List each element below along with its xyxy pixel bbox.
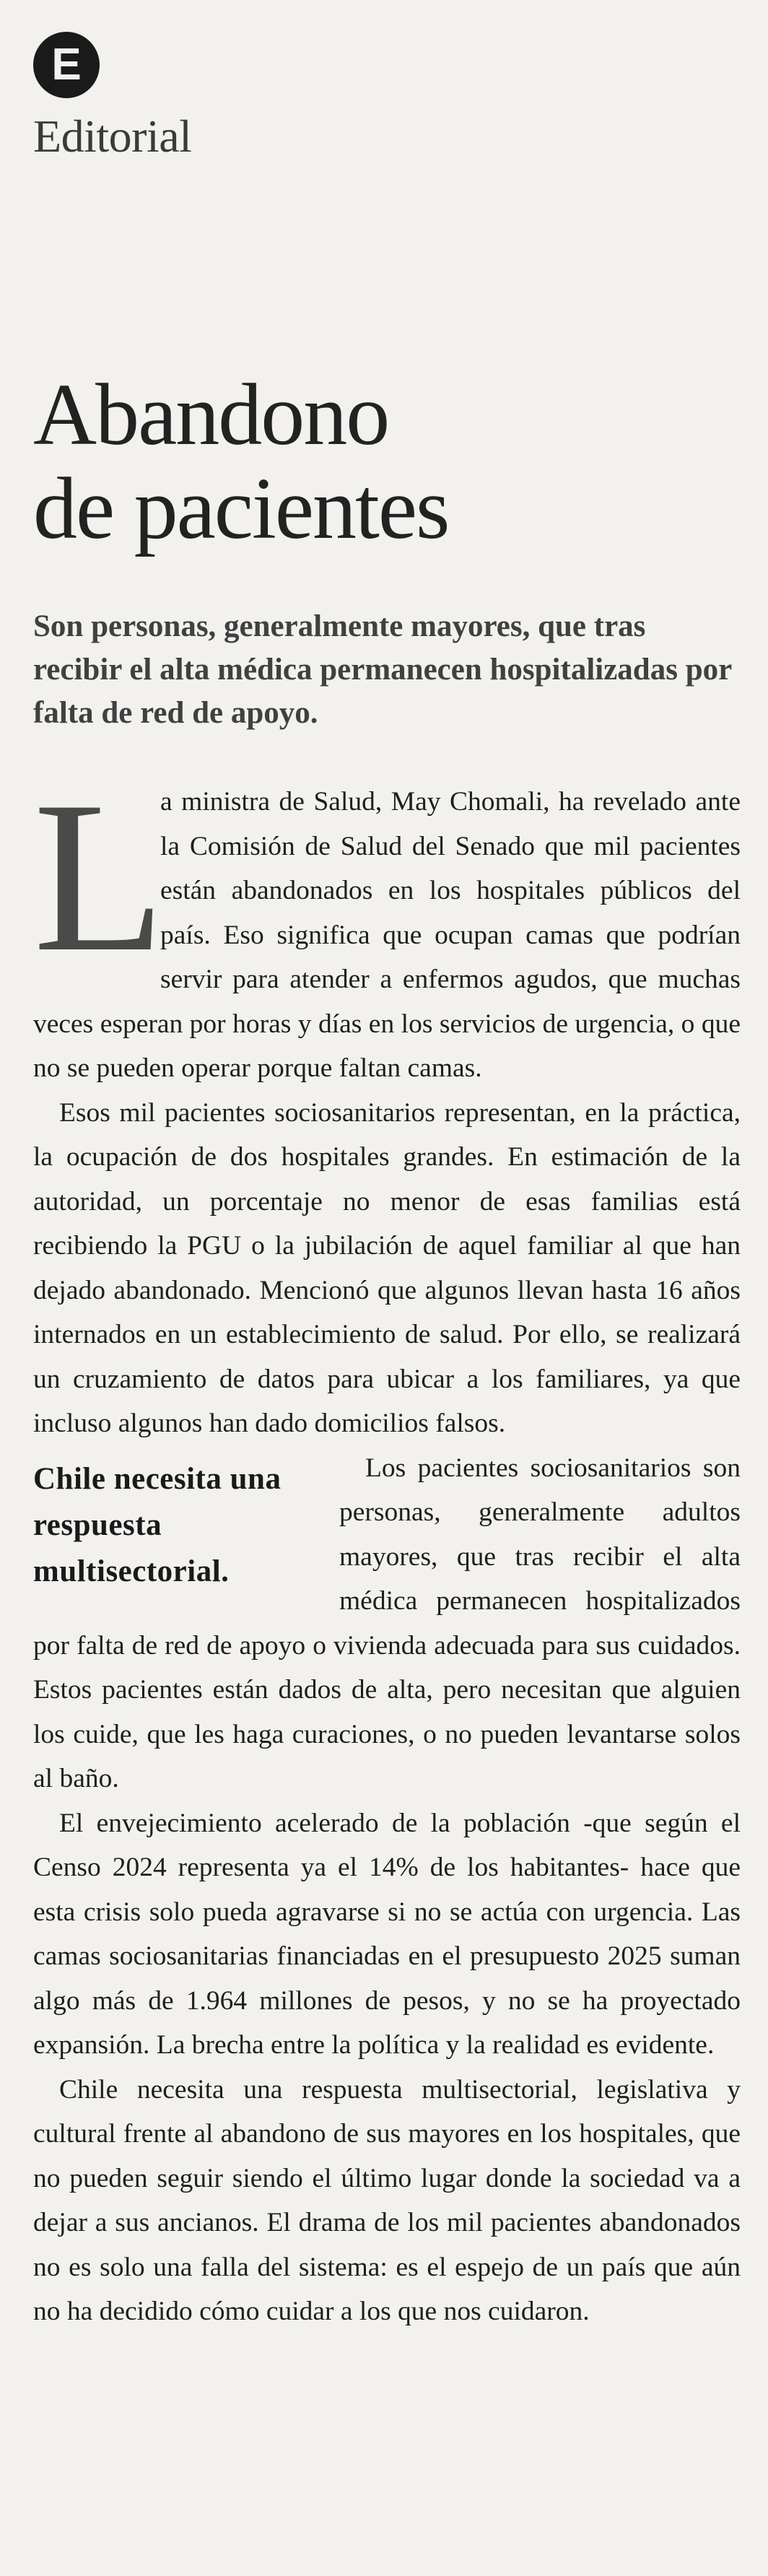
pull-quote: Chile necesita una respuesta multisectorial. (33, 1461, 282, 1588)
headline (33, 368, 726, 556)
article-body (33, 757, 741, 2334)
paragraph-3-text: Los pacientes sociosanitarios son personas, generalmente adultos mayores, que tras recibir el alta médica permanecen hospitalizados por falta de red de apoyo o vivienda adecuada para sus cuidados. Estos pacientes están dados de alta, pero necesitan que alguien los cuide, que les haga curaciones, o no pueden levantarse solos al baño. (33, 1453, 741, 1793)
headline-line-2: de pacientes (33, 460, 449, 557)
section-label: Editorial (33, 110, 192, 162)
deck-subtitle: Son personas, generalmente mayores, que tras recibir el alta médica permanecen hospitalizadas por falta de red de apoyo. (33, 609, 732, 730)
paragraph-1-text: a ministra de Salud, May Chomali, ha revelado ante la Comisión de Salud del Senado que mil pacientes están abandonados en los hospitales públicos del país. Eso significa que ocupan camas que podrían servir para atender a enfermos agudos, que muchas veces esperan por horas y días en los servicios de urgencia, o que no se pueden operar porque faltan camas. (33, 787, 741, 1083)
paragraph-1 (33, 757, 741, 1091)
paragraph-2: Esos mil pacientes sociosanitarios representan, en la práctica, la ocupación de dos hospitales grandes. En estimación de la autoridad, un porcentaje no menor de esas familias está recibiendo la PGU o la jubilación de aquel familiar al que han dejado abandonado. Mencionó que algunos llevan hasta 16 años internados en un establecimiento de salud. Por ello, se realizará un cruzamiento de datos para ubicar a los familiares, ya que incluso algunos han dado domicilios falsos. (33, 1097, 741, 1438)
paragraph-5: Chile necesita una respuesta multisectorial, legislativa y cultural frente al abandono de sus mayores en los hospitales, que no pueden seguir siendo el último lugar donde la sociedad va a dejar a sus ancianos. El drama de los mil pacientes abandonados no es solo una falla del sistema: es el espejo de un país que aún no ha decidido cómo cuidar a los que nos cuidaron. (33, 2074, 741, 2326)
drop-cap: L (33, 757, 166, 996)
paragraph-4: El envejecimiento acelerado de la población -que según el Censo 2024 representa ya el 14% de los habitantes- hace que esta crisis solo pueda agravarse si no se actúa con urgencia. Las camas sociosanitarias financiadas en el presupuesto 2025 suman algo más de 1.964 millones de pesos, y no se ha proyectado expansión. La brecha entre la política y la realidad es evidente. (33, 1808, 741, 2060)
headline-line-1: Abandono (33, 366, 389, 464)
editorial-badge-icon: E (33, 32, 100, 98)
paragraph-3 (33, 1446, 741, 1801)
